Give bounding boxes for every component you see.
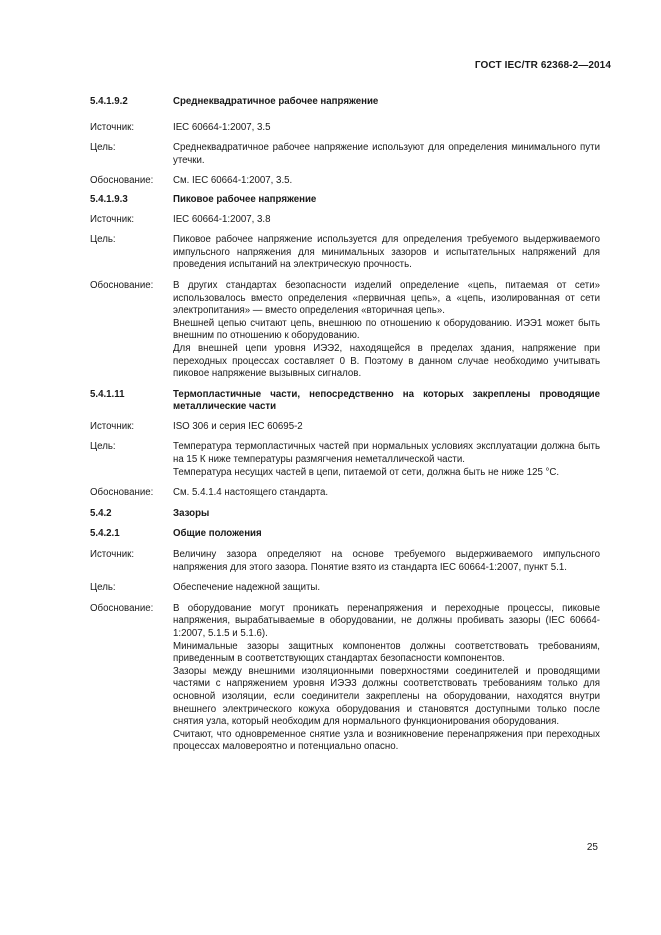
goal-paragraph: Пиковое рабочее напряжение используется для определения требуемого выдерживаемого импульсного напряжения для минимальных зазоров и испытательных напряжений для проведения испытаний на электрическую прочность. <box>173 234 600 271</box>
rationale-paragraph: В оборудование могут проникать перенапряжения и переходные процессы, пиковые напряжения, вырабатываемые в оборудовании, не должны пробивать зазоры (IEC 60664-1:2007, 5.1.5 и 5.1.6). <box>173 602 600 639</box>
rationale-paragraph: В других стандартах безопасности изделий определение «цепь, питаемая от сети» использовалось вместо определения «первичная цепь», а «цепь, изолированная от сети электропитания» — вместо определения «вторичная цепь». <box>173 279 600 317</box>
document-header: ГОСТ IEC/TR 62368-2—2014 <box>474 60 611 71</box>
source-label: Источник: <box>90 549 135 561</box>
section-title: Термопластичные части, непосредственно на которых закреплены проводящие металлические части <box>173 388 600 413</box>
section-heading <box>90 528 600 541</box>
section-title: Зазоры <box>173 507 210 519</box>
goal-value <box>173 234 600 272</box>
rationale-row <box>90 603 600 754</box>
document-body <box>90 96 600 754</box>
rationale-row <box>90 280 600 381</box>
section-number: 5.4.2 <box>90 507 112 519</box>
source-label: Источник: <box>90 121 135 133</box>
section-heading <box>90 389 600 414</box>
source-row <box>90 421 600 434</box>
goal-label: Цель: <box>90 234 116 246</box>
source-row <box>90 214 600 227</box>
section-title: Пиковое рабочее напряжение <box>173 193 317 205</box>
section-heading <box>90 508 600 521</box>
rationale-paragraph: Минимальные зазоры защитных компонентов должны соответствовать требованиям, приведенным в соответствующих стандартах безопасности компонентов. <box>173 640 600 665</box>
section-title: Общие положения <box>173 528 262 540</box>
goal-paragraph: Температура несущих частей в цепи, питаемой от сети, должна быть не ниже 125 °С. <box>173 466 560 478</box>
goal-label: Цель: <box>90 441 116 453</box>
section-number: 5.4.1.11 <box>90 388 125 400</box>
source-label: Источник: <box>90 213 135 225</box>
rationale-paragraph: Считают, что одновременное снятие узла и возникновение перенапряжения при переходных процессах маловероятно и потенциально опасно. <box>173 728 600 753</box>
source-value: IEC 60664-1:2007, 3.8 <box>173 213 271 225</box>
rationale-label: Обоснование: <box>90 279 154 291</box>
page-number: 25 <box>586 842 598 853</box>
rationale-value <box>173 175 600 188</box>
source-value: Величину зазора определяют на основе требуемого выдерживаемого импульсного напряжения для этого зазора. Понятие взято из стандарта IEC 60664-1:2007, пункт 5.1. <box>173 549 600 573</box>
section-title: Среднеквадратичное рабочее напряжение <box>173 96 379 107</box>
goal-value <box>173 582 600 595</box>
goal-label: Цель: <box>90 582 116 594</box>
section-heading <box>90 194 600 207</box>
rationale-value <box>173 280 600 381</box>
rationale-paragraph: Для внешней цепи уровня ИЭЭ2, находящейся в пределах здания, напряжение при переходных процессах составляет 0 В. Поэтому в данном случае необходимо учитывать пиковое напряжение вызывных сигналов. <box>173 342 600 380</box>
section-heading <box>90 96 600 109</box>
source-row <box>90 122 600 135</box>
source-value: ISO 306 и серия IEC 60695-2 <box>173 420 303 432</box>
goal-row <box>90 441 600 479</box>
rationale-label: Обоснование: <box>90 602 154 614</box>
source-row <box>90 549 600 574</box>
rationale-value <box>173 603 600 754</box>
rationale-paragraph: Внешней цепью считают цепь, внешнюю по отношению к оборудованию. ИЭЭ1 может быть внешним по отношению к оборудованию. <box>173 317 600 342</box>
rationale-row <box>90 487 600 500</box>
source-label: Источник: <box>90 420 135 432</box>
goal-row <box>90 234 600 272</box>
goal-row <box>90 582 600 595</box>
goal-value <box>173 441 600 479</box>
goal-paragraph: Температура термопластичных частей при нормальных условиях эксплуатации должна быть на 15 К ниже температуры размягчения неметаллической части. <box>173 441 600 466</box>
rationale-paragraph: См. 5.4.1.4 настоящего стандарта. <box>173 487 329 499</box>
section-number: 5.4.1.9.2 <box>90 96 128 107</box>
rationale-paragraph: См. IEC 60664-1:2007, 3.5. <box>173 175 293 187</box>
goal-paragraph: Среднеквадратичное рабочее напряжение используют для определения минимального пути утечки. <box>173 142 600 166</box>
goal-row <box>90 142 600 167</box>
goal-value <box>173 142 600 167</box>
rationale-value <box>173 487 600 500</box>
rationale-row <box>90 175 600 188</box>
goal-paragraph: Обеспечение надежной защиты. <box>173 582 321 594</box>
rationale-label: Обоснование: <box>90 487 154 499</box>
source-value: IEC 60664-1:2007, 3.5 <box>173 121 271 133</box>
rationale-label: Обоснование: <box>90 175 154 187</box>
goal-label: Цель: <box>90 142 116 154</box>
section-number: 5.4.1.9.3 <box>90 193 128 205</box>
section-number: 5.4.2.1 <box>90 528 120 540</box>
rationale-paragraph: Зазоры между внешними изоляционными поверхностями соединителей и проводящими частями с напряжением уровня ИЭЭ3 должны соответствовать требованиям только для основной изоляции, если соединители закреплены на оборудовании, находятся внутри внешнего электрического кожуха оборудования и становятся доступными только после снятия узла, который необходим для нормального функционирования оборудования. <box>173 665 600 728</box>
